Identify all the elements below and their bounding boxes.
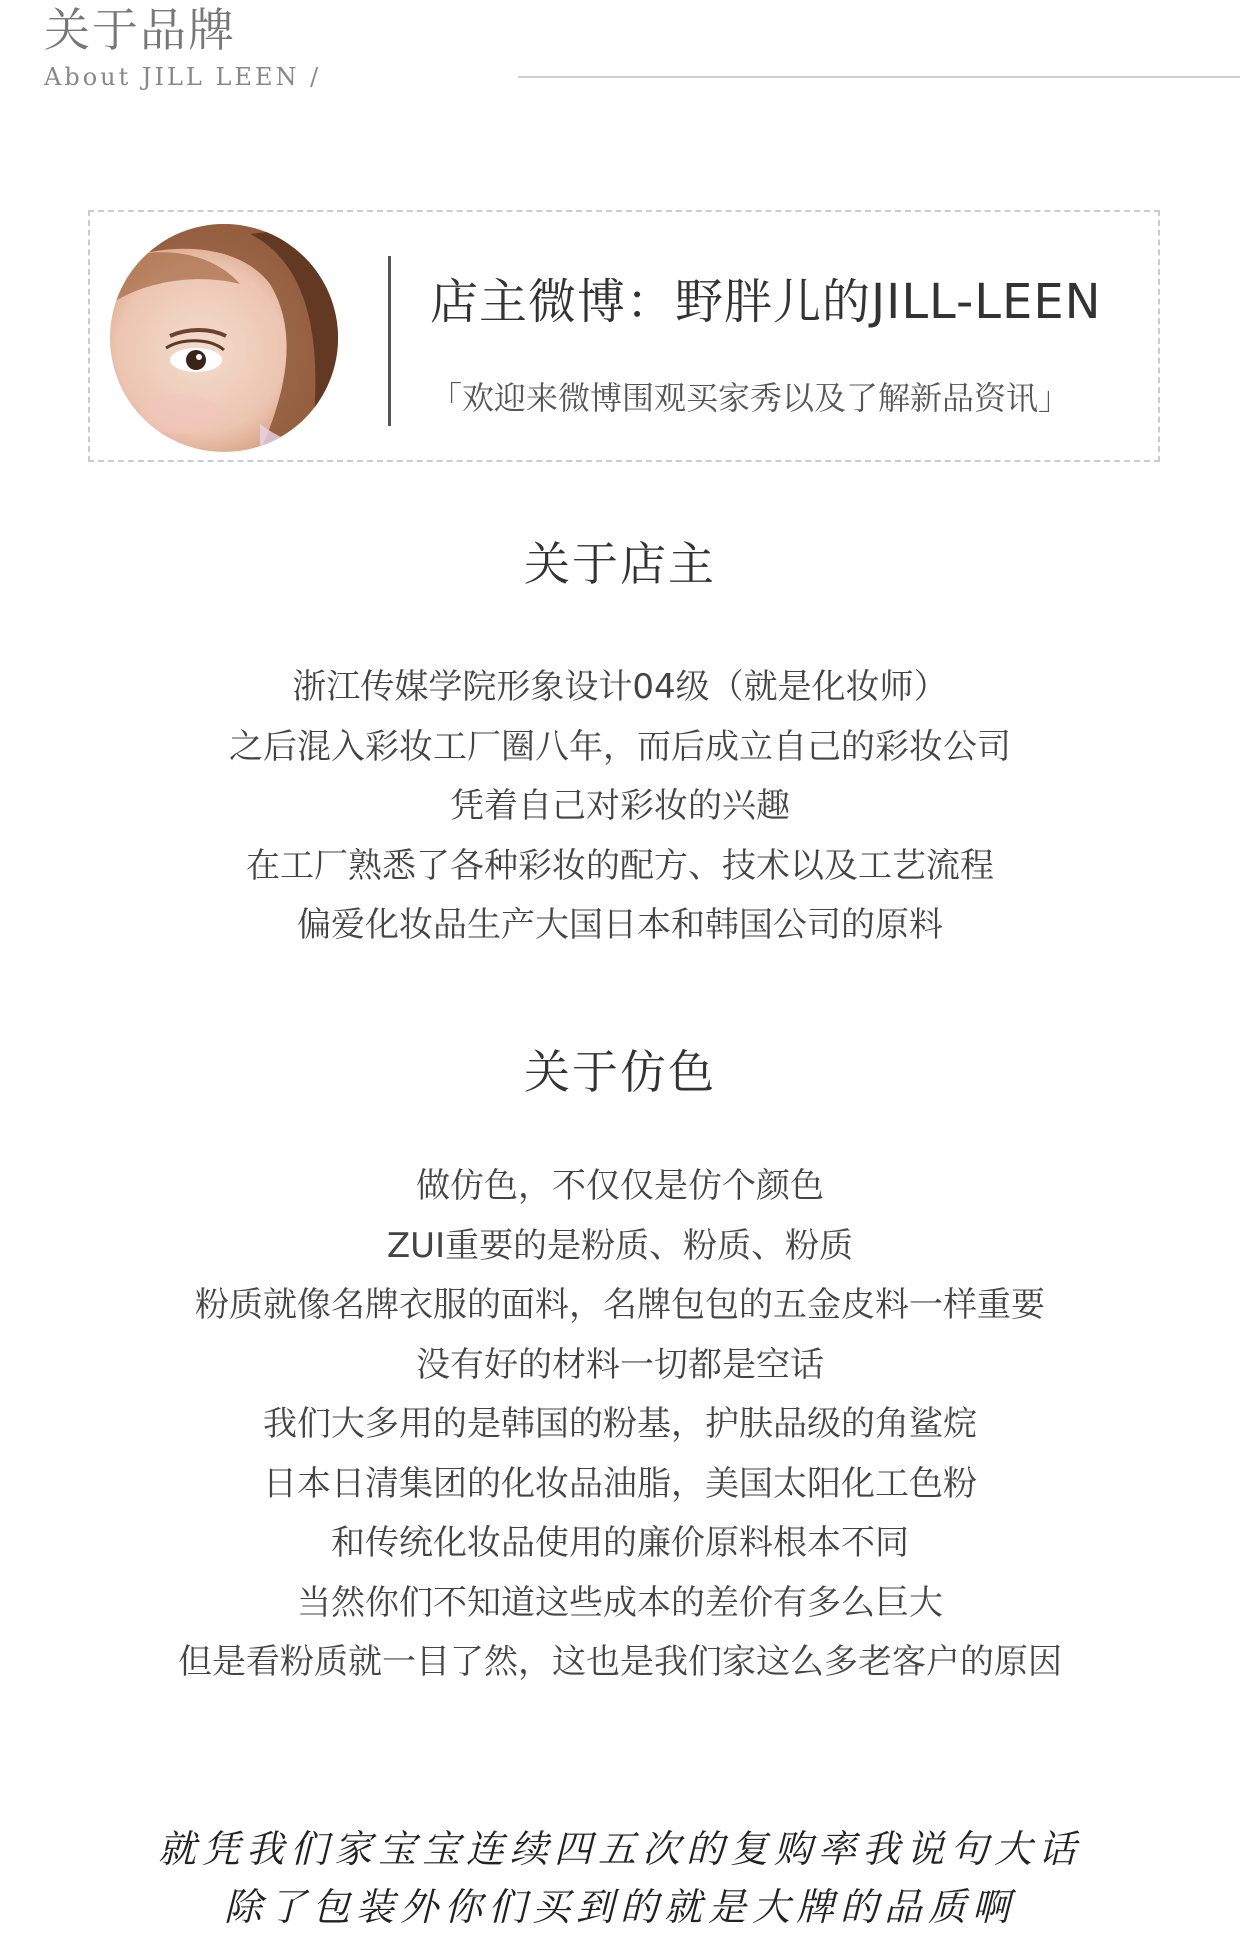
text-line: ZUI重要的是粉质、粉质、粉质	[386, 1225, 854, 1266]
text-line: 偏爱化妆品生产大国日本和韩国公司的原料	[297, 905, 943, 945]
weibo-title: 店主微博：野胖儿的JILL-LEEN	[430, 274, 1102, 330]
weibo-description: 「欢迎来微博围观买家秀以及了解新品资讯」	[430, 379, 1071, 417]
text-line: 在工厂熟悉了各种彩妆的配方、技术以及工艺流程	[246, 845, 994, 886]
text-line: 之后混入彩妆工厂圈八年，而后成立自己的彩妆公司	[229, 726, 1011, 767]
text-line: 粉质就像名牌衣服的面料，名牌包包的五金皮料一样重要	[195, 1285, 1045, 1325]
text-line: 当然你们不知道这些成本的差价有多么巨大	[297, 1582, 943, 1623]
header-divider	[518, 76, 1240, 78]
avatar-photo	[110, 224, 338, 452]
page-subtitle: About JILL LEEN /	[44, 63, 322, 91]
profile-card	[88, 210, 1160, 462]
text-line: 和传统化妆品使用的廉价原料根本不同	[331, 1523, 909, 1563]
text-line: 没有好的材料一切都是空话	[416, 1344, 824, 1385]
handwritten-note	[0, 1820, 1240, 1936]
text-line: 做仿色，不仅仅是仿个颜色	[416, 1166, 824, 1206]
avatar	[110, 224, 338, 452]
page-title: 关于品牌	[44, 3, 236, 57]
about-owner-text	[0, 658, 1240, 956]
text-line: 但是看粉质就一目了然，这也是我们家这么多老客户的原因	[178, 1642, 1062, 1682]
text-line: 凭着自己对彩妆的兴趣	[450, 786, 790, 826]
about-imitation-text	[0, 1157, 1240, 1693]
handwritten-line: 就凭我们家宝宝连续四五次的复购率我说句大话	[157, 1827, 1082, 1871]
section-heading-about-owner: 关于店主	[524, 537, 716, 591]
text-line: 我们大多用的是韩国的粉基，护肤品级的角鲨烷	[263, 1404, 977, 1444]
text-line: 日本日清集团的化妆品油脂，美国太阳化工色粉	[263, 1463, 977, 1504]
card-divider	[388, 256, 391, 426]
handwritten-line: 除了包装外你们买到的就是大牌的品质啊	[223, 1885, 1016, 1929]
section-heading-about-imitation: 关于仿色	[524, 1045, 716, 1099]
text-line: 浙江传媒学院形象设计04级（就是化妆师）	[292, 667, 948, 707]
brand-header	[0, 0, 1240, 110]
